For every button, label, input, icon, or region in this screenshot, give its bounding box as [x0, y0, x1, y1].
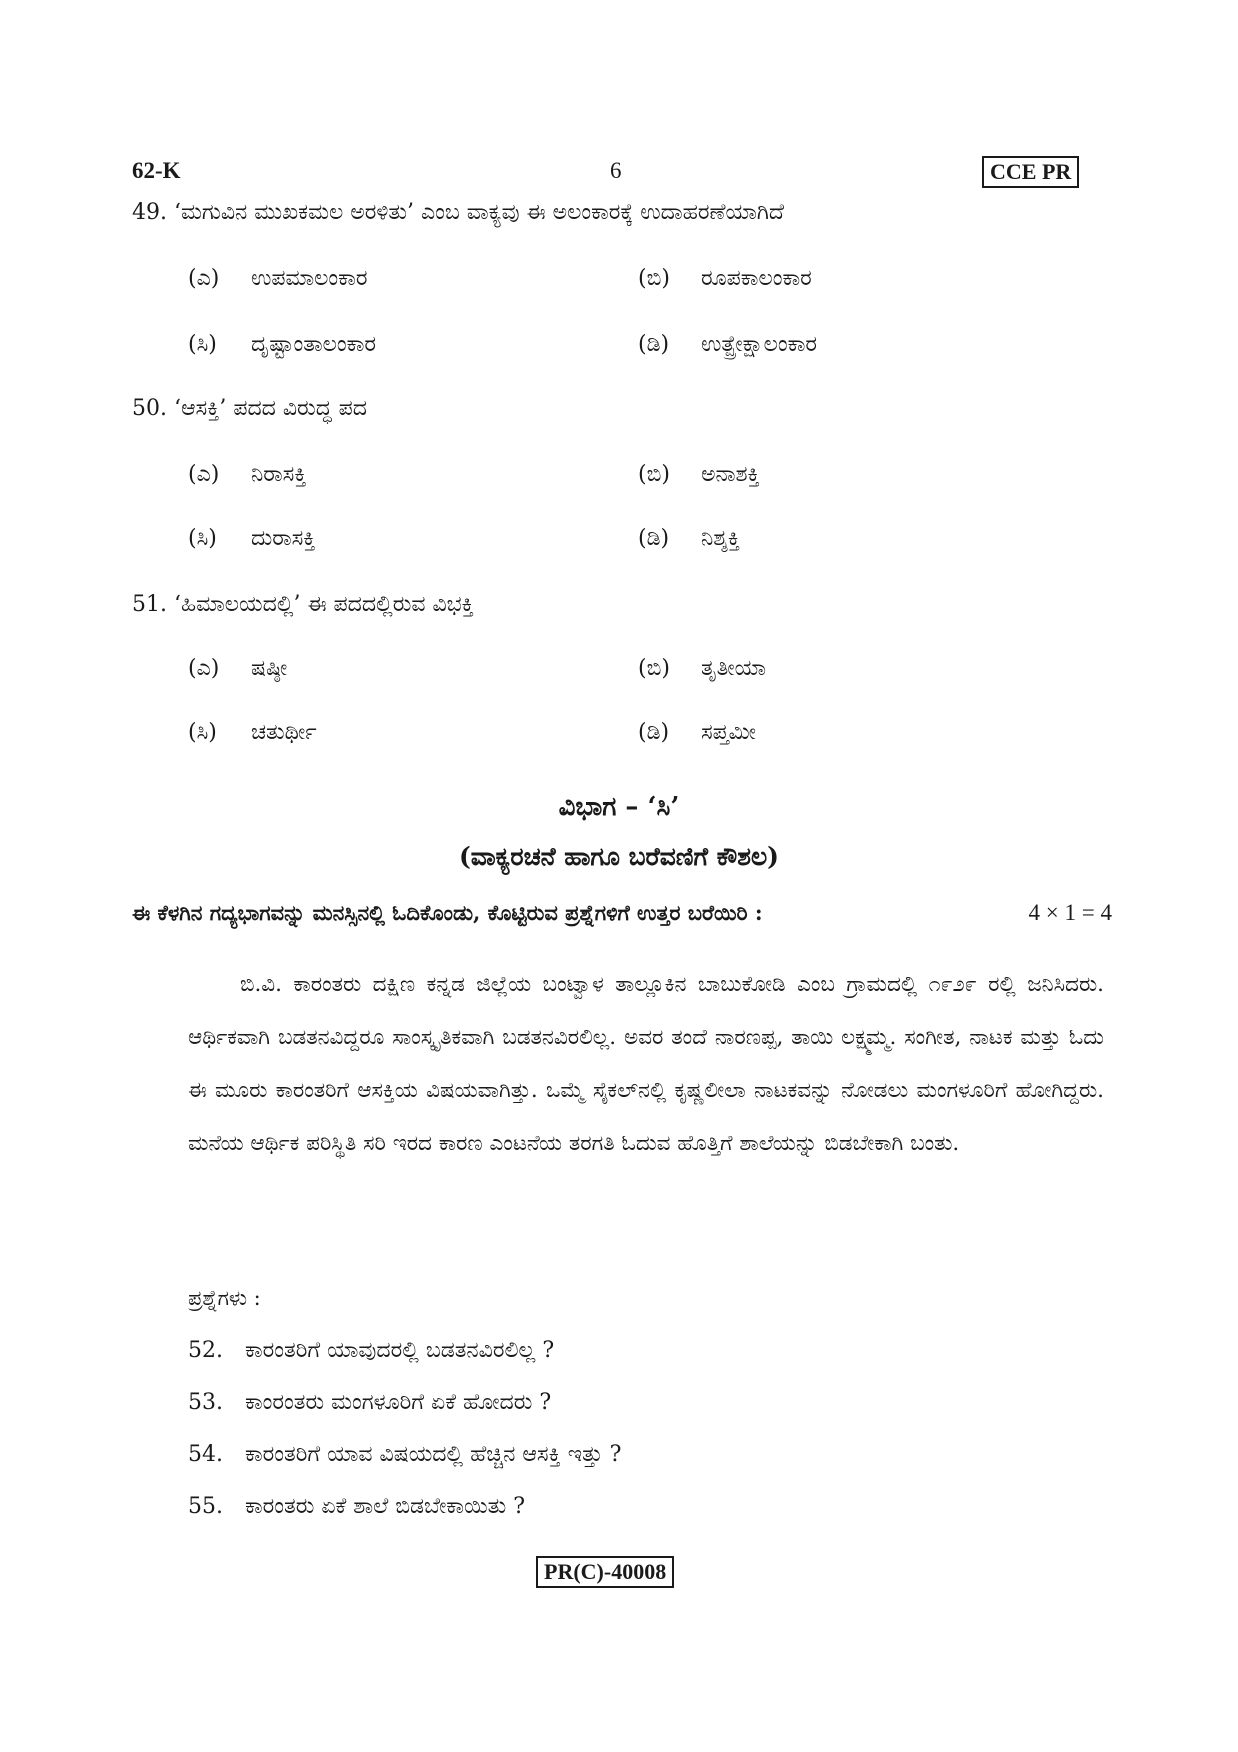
option-text: ತೃತೀಯಾ [701, 656, 766, 681]
option-label: (ಸಿ) [188, 332, 217, 357]
question-number: 53. [188, 1390, 223, 1415]
question-number: 52. [188, 1338, 223, 1363]
question-text: ‘ಆಸಕ್ತಿ’ ಪದದ ವಿರುದ್ಧ ಪದ [174, 396, 367, 421]
question-49 [132, 200, 784, 225]
option-d [638, 332, 817, 357]
question-number: 50. [132, 396, 167, 421]
option-text: ದೃಷ್ಟಾಂತಾಲಂಕಾರ [251, 332, 376, 357]
option-label: (ಸಿ) [188, 526, 217, 551]
questions-heading: ಪ್ರಶ್ನೆಗಳು : [188, 1286, 261, 1310]
question-text: ‘ಹಿಮಾಲಯದಲ್ಲಿ’ ಈ ಪದದಲ್ಲಿರುವ ವಿಭಕ್ತಿ [174, 592, 474, 617]
option-label: (ಎ) [188, 266, 220, 291]
option-b [638, 266, 812, 291]
option-text: ಷಷ್ಠೀ [251, 656, 288, 681]
option-label: (ಎ) [188, 656, 220, 681]
option-label: (ಎ) [188, 462, 220, 487]
option-c [188, 526, 315, 551]
option-text: ನಿರಾಸಕ್ತಿ [251, 462, 307, 487]
page-number: 6 [610, 158, 622, 183]
footer-code: PR(C)-40008 [536, 1556, 674, 1588]
option-c [188, 720, 317, 745]
question-52 [188, 1338, 554, 1363]
question-53 [188, 1390, 551, 1415]
question-54 [188, 1442, 621, 1467]
question-text: ಕಾರಂತರು ಏಕೆ ಶಾಲೆ ಬಿಡಬೇಕಾಯಿತು ? [245, 1494, 526, 1519]
option-d [638, 526, 740, 551]
question-50 [132, 396, 367, 421]
option-label: (ಬಿ) [638, 656, 670, 681]
option-a [188, 462, 306, 487]
option-d [638, 720, 756, 745]
option-b [638, 462, 760, 487]
option-text: ಉತ್ಪ್ರೇಕ್ಷಾಲಂಕಾರ [701, 332, 817, 357]
option-label: (ಬಿ) [638, 266, 670, 291]
cce-pr-badge: CCE PR [982, 156, 1079, 188]
question-51 [132, 592, 474, 617]
option-text: ಅನಾಶಕ್ತಿ [701, 462, 760, 487]
question-text: ಕಾರಂತರಿಗೆ ಯಾವುದರಲ್ಲಿ ಬಡತನವಿರಲಿಲ್ಲ ? [245, 1338, 555, 1363]
option-text: ನಿಶ್ಶಕ್ತಿ [701, 526, 741, 551]
option-text: ಸಪ್ತಮೀ [701, 720, 757, 745]
option-c [188, 332, 376, 357]
section-subtitle: (ವಾಕ್ಯರಚನೆ ಹಾಗೂ ಬರೆವಣಿಗೆ ಕೌಶಲ) [458, 842, 780, 871]
option-text: ಉಪಮಾಲಂಕಾರ [251, 266, 368, 291]
option-text: ದುರಾಸಕ್ತಿ [251, 526, 316, 551]
option-label: (ಡಿ) [638, 526, 670, 551]
question-number: 51. [132, 592, 167, 617]
passage: ಬಿ.ವಿ. ಕಾರಂತರು ದಕ್ಷಿಣ ಕನ್ನಡ ಜಿಲ್ಲೆಯ ಬಂಟ್ವಾಳ ತಾಲ್ಲೂಕಿನ ಬಾಬುಕೋಡಿ ಎಂಬ ಗ್ರಾಮದಲ್ಲಿ ೧೯೨೯ ರಲ್ಲಿ ಜನಿಸಿದರು. ಆರ್ಥಿಕವಾಗಿ ಬಡತನವಿದ್ದರೂ ಸಾಂಸ್ಕೃತಿಕವಾಗಿ ಬಡತನವಿರಲಿಲ್ಲ. ಅವರ ತಂದೆ ನಾರಣಪ್ಪ, ತಾಯಿ ಲಕ್ಷ್ಮಮ್ಮ. ಸಂಗೀತ, ನಾಟಕ ಮತ್ತು ಓದು ಈ ಮೂರು ಕಾರಂತರಿಗೆ ಆಸಕ್ತಿಯ ವಿಷಯವಾಗಿತ್ತು. ಒಮ್ಮೆ ಸೈಕಲ್‌ನಲ್ಲಿ ಕೃಷ್ಣಲೀಲಾ ನಾಟಕವನ್ನು ನೋಡಲು ಮಂಗಳೂರಿಗೆ ಹೋಗಿದ್ದರು. ಮನೆಯ ಆರ್ಥಿಕ ಪರಿಸ್ಥಿತಿ ಸರಿ ಇರದ ಕಾರಣ ಎಂಟನೆಯ ತರಗತಿ ಓದುವ ಹೊತ್ತಿಗೆ ಶಾಲೆಯನ್ನು ಬಿಡಬೇಕಾಗಿ ಬಂತು. [188, 972, 1104, 1156]
option-label: (ಡಿ) [638, 720, 670, 745]
option-b [638, 656, 766, 681]
question-text: ಕಾಂರಂತರು ಮಂಗಳೂರಿಗೆ ಏಕೆ ಹೋದರು ? [245, 1390, 552, 1415]
question-text: ಕಾರಂತರಿಗೆ ಯಾವ ವಿಷಯದಲ್ಲಿ ಹೆಚ್ಚಿನ ಆಸಕ್ತಿ ಇತ್ತು ? [245, 1442, 622, 1467]
option-label: (ಸಿ) [188, 720, 217, 745]
question-text: ‘ಮಗುವಿನ ಮುಖಕಮಲ ಅರಳಿತು’ ಎಂಬ ವಾಕ್ಯವು ಈ ಅಲಂಕಾರಕ್ಕೆ ಉದಾಹರಣೆಯಾಗಿದೆ [174, 200, 784, 225]
option-label: (ಬಿ) [638, 462, 670, 487]
option-a [188, 656, 287, 681]
option-a [188, 266, 367, 291]
option-text: ಚತುರ್ಥೀ [251, 720, 317, 745]
paper-code: 62-K [132, 158, 181, 183]
option-text: ರೂಪಕಾಲಂಕಾರ [701, 266, 812, 291]
question-number: 49. [132, 200, 167, 225]
question-number: 54. [188, 1442, 223, 1467]
instruction-text: ಈ ಕೆಳಗಿನ ಗದ್ಯಭಾಗವನ್ನು ಮನಸ್ಸಿನಲ್ಲಿ ಓದಿಕೊಂಡು, ಕೊಟ್ಟಿರುವ ಪ್ರಶ್ನೆಗಳಿಗೆ ಉತ್ತರ ಬರೆಯಿರಿ : [132, 900, 763, 925]
question-55 [188, 1494, 525, 1519]
option-label: (ಡಿ) [638, 332, 670, 357]
question-number: 55. [188, 1494, 223, 1519]
section-title: ವಿಭಾಗ – ‘ಸಿ’ [558, 792, 680, 822]
marks-allocation: 4 × 1 = 4 [1028, 900, 1112, 925]
instruction-line [132, 900, 1112, 926]
